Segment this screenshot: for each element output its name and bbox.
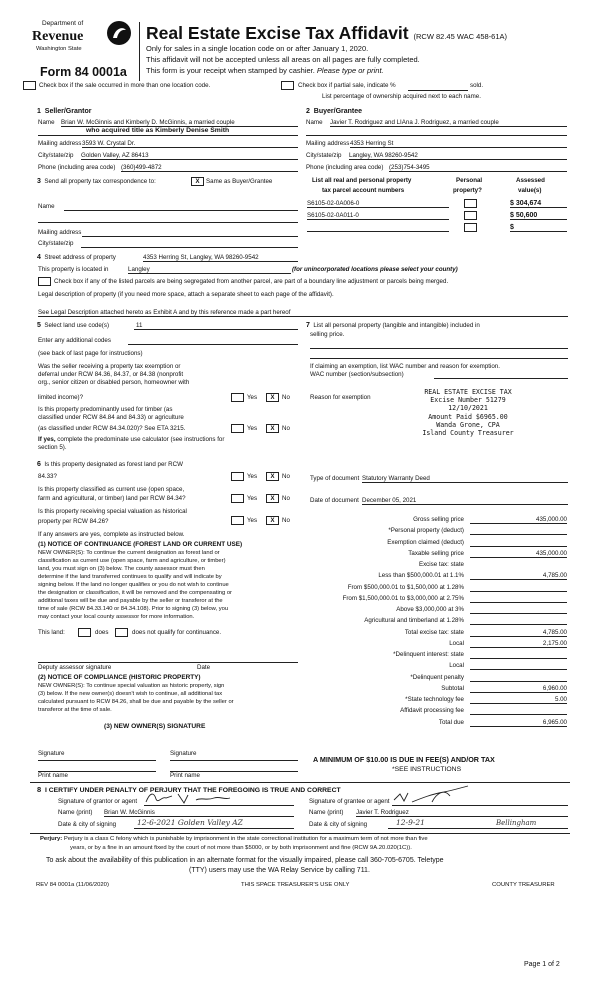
doc-type-label: Type of document: [310, 475, 360, 482]
section7-text2: selling price.: [310, 331, 345, 338]
exemption-yes-checkbox[interactable]: [231, 393, 244, 402]
tax-row-value[interactable]: 4,785.00: [542, 572, 567, 580]
no-label: No: [282, 394, 290, 401]
grantee-city[interactable]: Bellingham: [496, 819, 537, 827]
grantee-date-label: Date & city of signing: [309, 821, 368, 828]
tax-row-label: *State technology fee: [405, 696, 464, 703]
dor-logo-icon: [106, 20, 132, 46]
notice1-line: determine if the land transferred continues to qualify and will indicate by: [38, 574, 222, 580]
does-not-checkbox[interactable]: [115, 628, 128, 637]
partial-sale-label: Check box if partial sale, indicate %: [298, 82, 396, 89]
seller-name[interactable]: Brian W. McGinnis and Kimberly D. McGinnis, a married couple: [61, 119, 235, 126]
section1-heading: [37, 108, 91, 116]
revision-code: REV 84 0001a (11/06/2020): [36, 882, 109, 888]
notice2-line: NEW OWNER(S): To continue special valuation as historic property, sign: [38, 683, 225, 689]
multi-location-checkbox[interactable]: [23, 81, 36, 90]
tax-row-label: From $500,000.01 to $1,500,000 at 1.28%: [347, 583, 464, 591]
q-exemption-line1: Was the seller receiving a property tax exemption or: [38, 363, 181, 370]
tax-row-value[interactable]: 6,960.00: [542, 684, 567, 692]
signature-label: Signature: [170, 750, 197, 757]
tax-row-label: Agricultural and timberland at 1.28%: [364, 617, 464, 625]
seller-city[interactable]: Golden Valley, AZ 86413: [81, 152, 149, 159]
deputy-date-label: Date: [197, 664, 211, 671]
tax-row-label: Total excise tax: state: [404, 628, 464, 636]
stamp-line: Island County Treasurer: [422, 429, 514, 438]
grantor-name-label: Name (print): [58, 809, 93, 816]
perjury-line2: years, or by a fine in an amount fixed by the court of not more than $5000, or by both imprisonment and fine (RCW 9A.20.020(1C)).: [70, 845, 412, 851]
additional-codes-label: Enter any additional codes: [38, 337, 111, 344]
personal-property-checkbox[interactable]: [464, 223, 477, 232]
section6-num: 6: [37, 461, 41, 468]
tax-row-label: *Personal property (deduct): [388, 527, 464, 535]
grantee-date[interactable]: 12-9-21: [396, 818, 425, 827]
section2-num: 2: [306, 108, 310, 115]
located-value[interactable]: Langley: [128, 266, 150, 273]
yes-label: Yes: [247, 517, 258, 524]
assessed-header1: Assessed: [516, 177, 545, 184]
alt-format-line1: To ask about the availability of this publication in an alternate format for the visually impaired, please call 360-705-6705. Teletype: [46, 857, 444, 864]
section7-num: 7: [306, 322, 310, 329]
street-label: Street address of property: [44, 254, 116, 261]
exemption-label1: If claiming an exemption, list WAC number and reason for exemption.: [310, 363, 500, 370]
historic-no-checkbox[interactable]: X: [266, 516, 279, 525]
grantor-signature[interactable]: [144, 790, 234, 806]
info-line1: Only for sales in a single location code on or after January 1, 2020.: [146, 44, 369, 53]
form-title: [146, 23, 507, 43]
same-as-buyer-label: Same as Buyer/Grantee: [206, 178, 273, 185]
signature-label: Signature: [38, 750, 65, 757]
q-current-use-line2: farm and agricultural, or timber) land per RCW 84.34?: [38, 495, 186, 502]
notice1-line: NEW OWNER(S): To continue the current designation as forest land or: [38, 550, 220, 556]
grantee-name-label: Name (print): [309, 809, 344, 816]
grantor-date-city[interactable]: 12-6-2021 Golden Valley AZ: [137, 818, 243, 827]
property-street[interactable]: 4353 Herring St, Langley, WA 98260-9542: [143, 254, 259, 261]
tax-row-value[interactable]: 6,965.00: [542, 718, 567, 726]
reason-label: Reason for exemption: [310, 394, 371, 401]
info-line3-italic: Please type or print.: [316, 66, 384, 75]
notice1-title: (1) NOTICE OF CONTINUANCE (FOREST LAND OR CURRENT USE): [38, 541, 243, 548]
timber-yes-checkbox[interactable]: [231, 424, 244, 433]
multi-location-label: Check box if the sale occurred in more than one location code.: [39, 82, 211, 89]
q-forest-line1: Is this property designated as forest land per RCW: [44, 461, 183, 468]
section3-label: [37, 178, 156, 186]
section4-street: [37, 254, 116, 262]
corr-name-field[interactable]: [64, 210, 298, 211]
tax-row-label: From $1,500,000.01 to $3,000,000 at 2.75%: [342, 594, 464, 602]
info-line3-text: This form is your receipt when stamped by cashier.: [146, 66, 315, 75]
if-yes-text2: section 5).: [38, 444, 67, 451]
section5-label: [37, 322, 109, 330]
seller-city-label: City/state/zip: [38, 152, 74, 159]
personal-property-checkbox[interactable]: [464, 199, 477, 208]
tax-row-label: Affidavit processing fee: [400, 707, 464, 715]
tax-row-label: Subtotal: [441, 684, 464, 692]
section5-num: 5: [37, 322, 41, 329]
section7-label: [306, 322, 480, 330]
grantor-date-label: Date & city of signing: [58, 821, 117, 828]
segregated-label: Check box if any of the listed parcels are being segregated from another parcel, are part of a boundary line adjustment or parcels being merged.: [54, 278, 449, 285]
print-name-label: Print name: [170, 772, 200, 779]
historic-yes-checkbox[interactable]: [231, 516, 244, 525]
tax-row-label: *Delinquent interest: state: [393, 651, 464, 658]
grantor-name[interactable]: Brian W. McGinnis: [104, 809, 155, 816]
see-instructions-note: *SEE INSTRUCTIONS: [392, 766, 462, 773]
partial-pct-field[interactable]: [408, 90, 468, 91]
tax-row-label: Gross selling price: [413, 516, 464, 523]
legal-desc-value[interactable]: See Legal Description attached hereto as Exhibit A and by this reference made a part hereof: [38, 309, 291, 316]
corr-city-field[interactable]: [81, 247, 298, 248]
minimum-due-note: A MINIMUM OF $10.00 IS DUE IN FEE(S) AND/OR TAX: [313, 755, 495, 764]
notice2-line: calculated pursuant to RCW 84.26, shall be due and payable by the seller or: [38, 699, 234, 705]
tax-row-value[interactable]: 5.00: [554, 696, 567, 703]
seller-mailing[interactable]: 3593 W. Crystal Dr.: [82, 140, 136, 147]
perjury-text: Perjury is a class C felony which is punishable by imprisonment in the state correctional institution for a maximum term of not more than five: [63, 836, 428, 842]
wac-number-field[interactable]: [434, 378, 568, 379]
tax-row-value[interactable]: 4,785.00: [542, 628, 567, 636]
notice2-line: transferor at the time of sale.: [38, 707, 112, 713]
buyer-mailing-label: Mailing address: [306, 140, 350, 147]
current-use-no-checkbox[interactable]: X: [266, 494, 279, 503]
dept-line3: Washington State: [36, 46, 82, 52]
buyer-mailing[interactable]: 4353 Herring St: [350, 140, 394, 147]
deputy-sig-label: Deputy assessor signature: [38, 664, 112, 671]
alt-format-line2: (TTY) users may use the WA Relay Service by calling 711.: [189, 867, 370, 874]
buyer-phone-label: Phone (including area code): [306, 164, 384, 171]
grantor-sig-label: Signature of grantor or agent: [58, 798, 138, 805]
county-treasurer-label: COUNTY TREASURER: [492, 882, 555, 888]
personal-header2: property?: [453, 187, 482, 194]
current-use-yes-checkbox[interactable]: [231, 494, 244, 503]
page-number: Page 1 of 2: [524, 961, 560, 968]
corr-name-label: Name: [38, 203, 55, 210]
tax-row-label: Total due: [438, 718, 464, 726]
same-as-buyer-checkbox[interactable]: X: [191, 177, 204, 186]
answers-note: If any answers are yes, complete as instructed below.: [38, 531, 185, 538]
does-not-label: does not qualify for continuance.: [132, 629, 222, 636]
notice1-line: land, you must sign on (3) below. The county assessor must then: [38, 566, 205, 572]
yes-label: Yes: [247, 425, 258, 432]
does-label: does: [95, 629, 109, 636]
corr-mailing-label: Mailing address: [38, 229, 82, 236]
parcel-row: [307, 211, 569, 222]
notice1-line: time of sale (RCW 84.33.140 or 84.34.108). Prior to signing (3) below, you: [38, 606, 229, 612]
exemption-no-checkbox[interactable]: X: [266, 393, 279, 402]
corr-mailing-field[interactable]: [82, 236, 298, 237]
yes-label: Yes: [247, 394, 258, 401]
q-timber-line3: (as classified under RCW 84.34.020)? See ETA 3215.: [38, 425, 186, 432]
tax-row-label: Exemption claimed (deduct): [387, 538, 464, 546]
corr-city-label: City/state/zip: [38, 240, 74, 247]
section1-num: 1: [37, 108, 41, 115]
if-yes-text: complete the predominate use calculator (see instructions for: [57, 436, 225, 443]
q-timber-line1: Is this property predominantly used for timber (as: [38, 406, 173, 413]
seller-phone-label: Phone (including area code): [38, 164, 116, 171]
perjury-line1: [40, 836, 428, 843]
unincorporated-note: (for unincorporated locations please select your county): [292, 266, 458, 273]
tax-row-label: *Delinquent penalty: [410, 673, 464, 681]
no-label: No: [282, 425, 290, 432]
section6-q1: [37, 461, 183, 469]
partial-sale-checkbox[interactable]: [281, 81, 294, 90]
if-yes-bold: If yes,: [38, 436, 56, 443]
treasurer-stamp: [408, 388, 528, 437]
stamp-line: Excise Number 51279: [430, 396, 506, 405]
parcel-header1: List all real and personal property: [312, 177, 412, 184]
land-use-label: Select land use code(s): [44, 322, 110, 329]
perjury-bold: Perjury:: [40, 836, 63, 842]
forest-yes-checkbox[interactable]: [231, 472, 244, 481]
form-citation: (RCW 82.45 WAC 458-61A): [413, 32, 508, 41]
if-yes-note: [38, 436, 224, 443]
doc-date-label: Date of document: [310, 497, 359, 504]
buyer-name-label: Name: [306, 119, 323, 126]
assessed-header2: value(s): [518, 187, 542, 194]
grantee-sig-label: Signature of grantee or agent: [309, 798, 390, 805]
additional-codes-field[interactable]: [128, 344, 298, 345]
tax-row-label: Excise tax: state: [418, 561, 464, 568]
dept-line1: Department of: [42, 20, 84, 27]
land-use-code[interactable]: 11: [136, 322, 143, 329]
personal-property-checkbox[interactable]: [464, 211, 477, 220]
section2-heading: [306, 108, 362, 116]
seller-phone[interactable]: (360)499-4872: [121, 164, 162, 171]
q-timber-line2: classified under RCW 84.84 and 84.33) or agriculture: [38, 414, 184, 421]
notice1-line: signing below. If the land no longer qualifies or you do not wish to continue: [38, 582, 229, 588]
exemption-label2: WAC number (section/subsection): [310, 371, 404, 378]
grantee-name[interactable]: Javier T. Rodriguez: [356, 809, 409, 816]
section3-num: 3: [37, 178, 41, 185]
tax-row-label: Taxable selling price: [408, 549, 464, 557]
assessed-value[interactable]: $: [510, 224, 514, 231]
doc-date-value[interactable]: December 05, 2021: [362, 497, 417, 504]
section2-title: Buyer/Grantee: [313, 108, 363, 115]
sold-label: sold.: [470, 82, 484, 89]
notice1-line: the designation or classification, it will be removed and the compensating or: [38, 590, 232, 596]
q-exemption-line4: limited income)?: [38, 394, 84, 401]
form-number: Form 84 0001a: [40, 65, 127, 79]
seller-name2[interactable]: who acquired title as Kimberly Denise Smith: [86, 127, 230, 134]
yes-label: Yes: [247, 473, 258, 480]
certify-text: I CERTIFY UNDER PENALTY OF PERJURY THAT THE FOREGOING IS TRUE AND CORRECT: [44, 787, 341, 794]
does-checkbox[interactable]: [78, 628, 91, 637]
list-pct-note: List percentage of ownership acquired next to each name.: [322, 93, 481, 100]
seller-mailing-label: Mailing address: [38, 140, 82, 147]
parcel-number[interactable]: S6105-02-0A011-0: [307, 212, 359, 219]
tax-row-label: Local: [449, 662, 464, 670]
q-forest-line2: 84.33?: [38, 473, 57, 480]
treasurer-use-note: THIS SPACE TREASURER'S USE ONLY: [241, 882, 350, 888]
notice1-line: classification as current use (open space, farm and agriculture, or timber): [38, 558, 226, 564]
segregated-checkbox[interactable]: [38, 277, 51, 286]
section7-text1: List all personal property (tangible and intangible) included in: [313, 322, 480, 329]
buyer-name[interactable]: Javier T. Rodriguez and LIAna J. Rodriguez, a married couple: [330, 119, 499, 126]
parcel-number[interactable]: S6105-02-0A006-0: [307, 200, 360, 207]
notice1-line: may contact your local county assessor for more information.: [38, 614, 195, 620]
doc-type-value[interactable]: Statutory Warranty Deed: [362, 475, 430, 482]
timber-no-checkbox[interactable]: X: [266, 424, 279, 433]
notice2-title: (2) NOTICE OF COMPLIANCE (HISTORIC PROPERTY): [38, 674, 201, 681]
print-name-label: Print name: [38, 772, 68, 779]
this-land-label: This land:: [38, 629, 65, 636]
q-historic-line1: Is this property receiving special valuation as historical: [38, 508, 187, 515]
section8-num: 8: [37, 785, 42, 794]
new-owner-signature-field[interactable]: [38, 760, 156, 761]
form-title-text: Real Estate Excise Tax Affidavit: [146, 23, 409, 43]
stamp-line: Amount Paid $6965.00: [428, 412, 508, 421]
personal-header1: Personal: [456, 177, 483, 184]
no-label: No: [282, 495, 290, 502]
parcel-row: [307, 223, 569, 234]
buyer-city[interactable]: Langley, WA 98260-9542: [349, 152, 418, 159]
forest-no-checkbox[interactable]: X: [266, 472, 279, 481]
tax-row-value[interactable]: 435,000.00: [536, 516, 567, 523]
notice1-line: additional taxes will be due and payable by the seller or transferor at the: [38, 598, 223, 604]
notice2-line: (3) below. If the new owner(s) doesn't wish to continue, all additional tax: [38, 691, 223, 697]
parcel-header2: tax parcel account numbers: [322, 187, 405, 194]
section3-text: Send all property tax correspondence to:: [44, 178, 156, 185]
parcel-row: [307, 199, 569, 210]
legal-desc-label: Legal description of property (if you need more space, attach a separate sheet to each page of the affidavit).: [38, 291, 334, 298]
q-historic-line2: property per RCW 84.26?: [38, 518, 109, 525]
section4-num: 4: [37, 254, 41, 261]
q-exemption-line2: deferral under RCW 84.36, 84.37, or 84.38 (nonprofit: [38, 371, 184, 378]
info-line2: This affidavit will not be accepted unless all areas on all pages are fully completed.: [146, 55, 420, 64]
seller-name-label: Name: [38, 119, 55, 126]
tax-row-label: Above $3,000,000 at 3%: [396, 606, 464, 613]
see-back-note: (see back of last page for instructions): [38, 350, 143, 357]
personal-property-field[interactable]: [310, 348, 568, 349]
no-label: No: [282, 473, 290, 480]
buyer-city-label: City/state/zip: [306, 152, 342, 159]
assessed-value[interactable]: $ 50,600: [510, 212, 538, 219]
q-exemption-line3: org., senior citizen or disabled person, homeowner with: [38, 379, 190, 386]
stamp-line: Wanda Grone, CPA: [436, 420, 500, 429]
grantee-signature[interactable]: [392, 784, 482, 806]
tax-row-label: Local: [449, 639, 464, 647]
tax-row-value[interactable]: 2,175.00: [542, 639, 567, 647]
located-label: This property is located in: [38, 266, 109, 273]
assessed-value[interactable]: $ 304,674: [510, 200, 542, 207]
new-owner-signature-field[interactable]: [170, 760, 298, 761]
dept-line2: Revenue: [32, 29, 84, 44]
info-line3: [146, 67, 384, 76]
section1-title: Seller/Grantor: [44, 108, 92, 115]
tax-row-value[interactable]: 435,000.00: [536, 549, 567, 557]
tax-row-label: Less than $500,000.01 at 1.1%: [378, 572, 464, 580]
yes-label: Yes: [247, 495, 258, 502]
stamp-line: 12/10/2021: [448, 404, 488, 413]
new-owner-sig-title: (3) NEW OWNER(S) SIGNATURE: [104, 723, 206, 730]
stamp-line: REAL ESTATE EXCISE TAX: [424, 388, 512, 396]
no-label: No: [282, 517, 290, 524]
buyer-phone[interactable]: (253)754-3495: [389, 164, 430, 171]
q-current-use-line1: Is this property classified as current use (open space,: [38, 486, 185, 493]
